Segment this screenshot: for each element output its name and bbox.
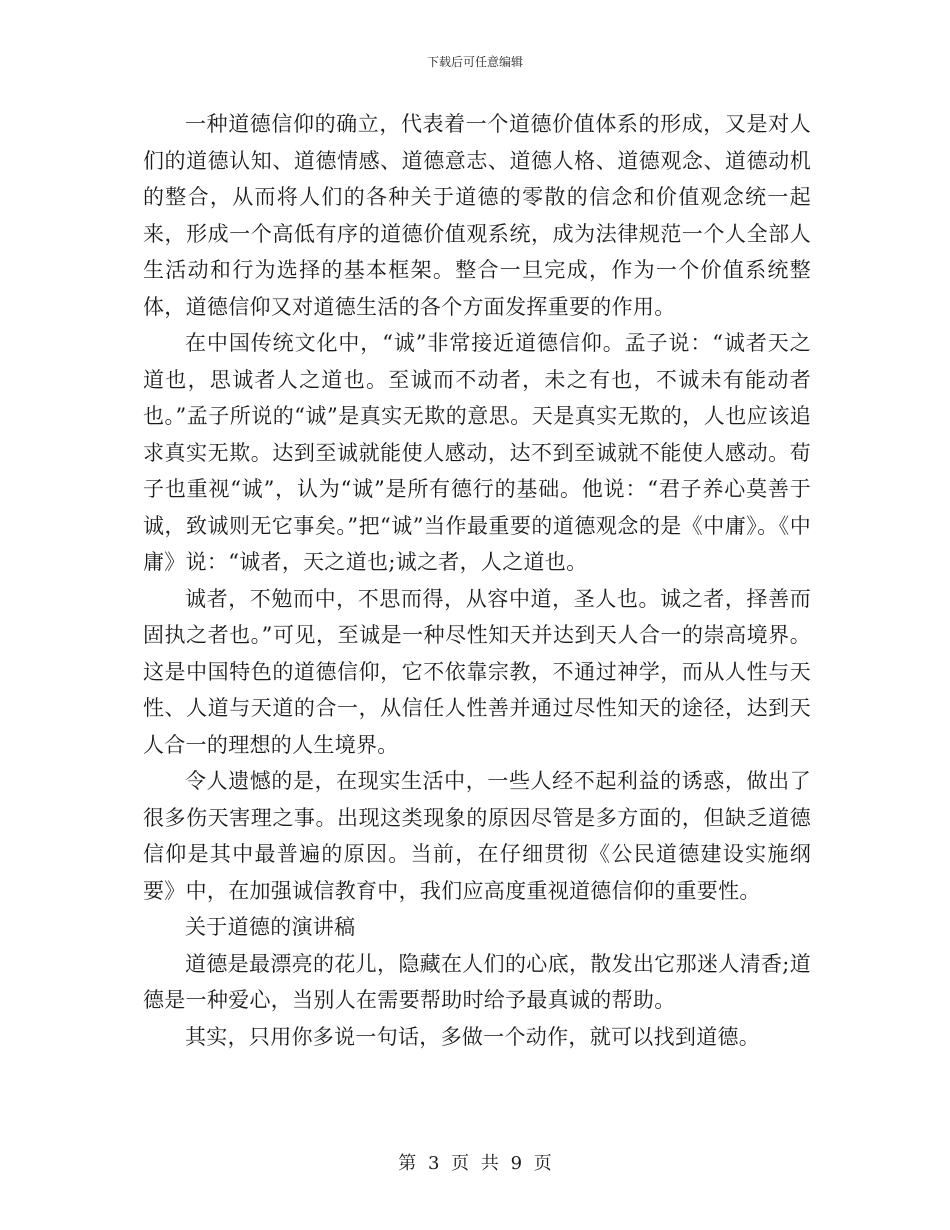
page-number-footer: 第 3 页 共 9 页 — [398, 1153, 552, 1174]
paragraph-regret: 令人遗憾的是，在现实生活中，一些人经不起利益的诱惑，做出了很多伤天害理之事。出现这类现象的原因尽管是多方面的，但缺乏道德信仰是其中最普遍的原因。当前，在仔细贯彻《公民道德建设实施纲要》中，在加强诚信教育中，我们应高度重视道德信仰的重要性。 — [143, 769, 811, 903]
paragraph-morality-flower: 道德是最漂亮的花儿，隐藏在人们的心底，散发出它那迷人清香;道德是一种爱心，当别人在需要帮助时给予最真诚的帮助。 — [143, 951, 811, 1012]
page-header: 下载后可任意编辑 — [426, 55, 523, 69]
paragraph-find-morality: 其实，只用你多说一句话，多做一个动作，就可以找到道德。 — [185, 1024, 761, 1049]
paragraph-cheng-continued: 诚者，不勉而中，不思而得，从容中道，圣人也。诚之者，择善而固执之者也。”可见，至诚是一种尽性知天并达到天人合一的崇高境界。这是中国特色的道德信仰，它不依靠宗教，不通过神学，而从人性与天性、人道与天道的合一，从信任人性善并通过尽性知天的途径，达到天人合一的理想的人生境界。 — [143, 586, 811, 757]
body-text — [143, 106, 811, 1055]
paragraph-moral-belief-integration: 一种道德信仰的确立，代表着一个道德价值体系的形成，又是对人们的道德认知、道德情感、道德意志、道德人格、道德观念、道德动机的整合，从而将人们的各种关于道德的零散的信念和价值观念统一起来，形成一个高低有序的道德价值观系统，成为法律规范一个人全部人生活动和行为选择的基本框架。整合一旦完成，作为一个价值系统整体，道德信仰又对道德生活的各个方面发挥重要的作用。 — [143, 112, 811, 319]
paragraph-cheng-in-tradition: 在中国传统文化中，“诚”非常接近道德信仰。孟子说：“诚者天之道也，思诚者人之道也。至诚而不动者，未之有也，不诚未有能动者也。”孟子所说的“诚”是真实无欺的意思。天是真实无欺的，人也应该追求真实无欺。达到至诚就能使人感动，达不到至诚就不能使人感动。荀子也重视“诚”，认为“诚”是所有德行的基础。他说：“君子养心莫善于诚，致诚则无它事矣。”把“诚”当作最重要的道德观念的是《中庸》。《中庸》说：“诚者，天之道也;诚之者，人之道也。 — [143, 331, 811, 574]
section-heading-speech: 关于道德的演讲稿 — [185, 915, 356, 939]
